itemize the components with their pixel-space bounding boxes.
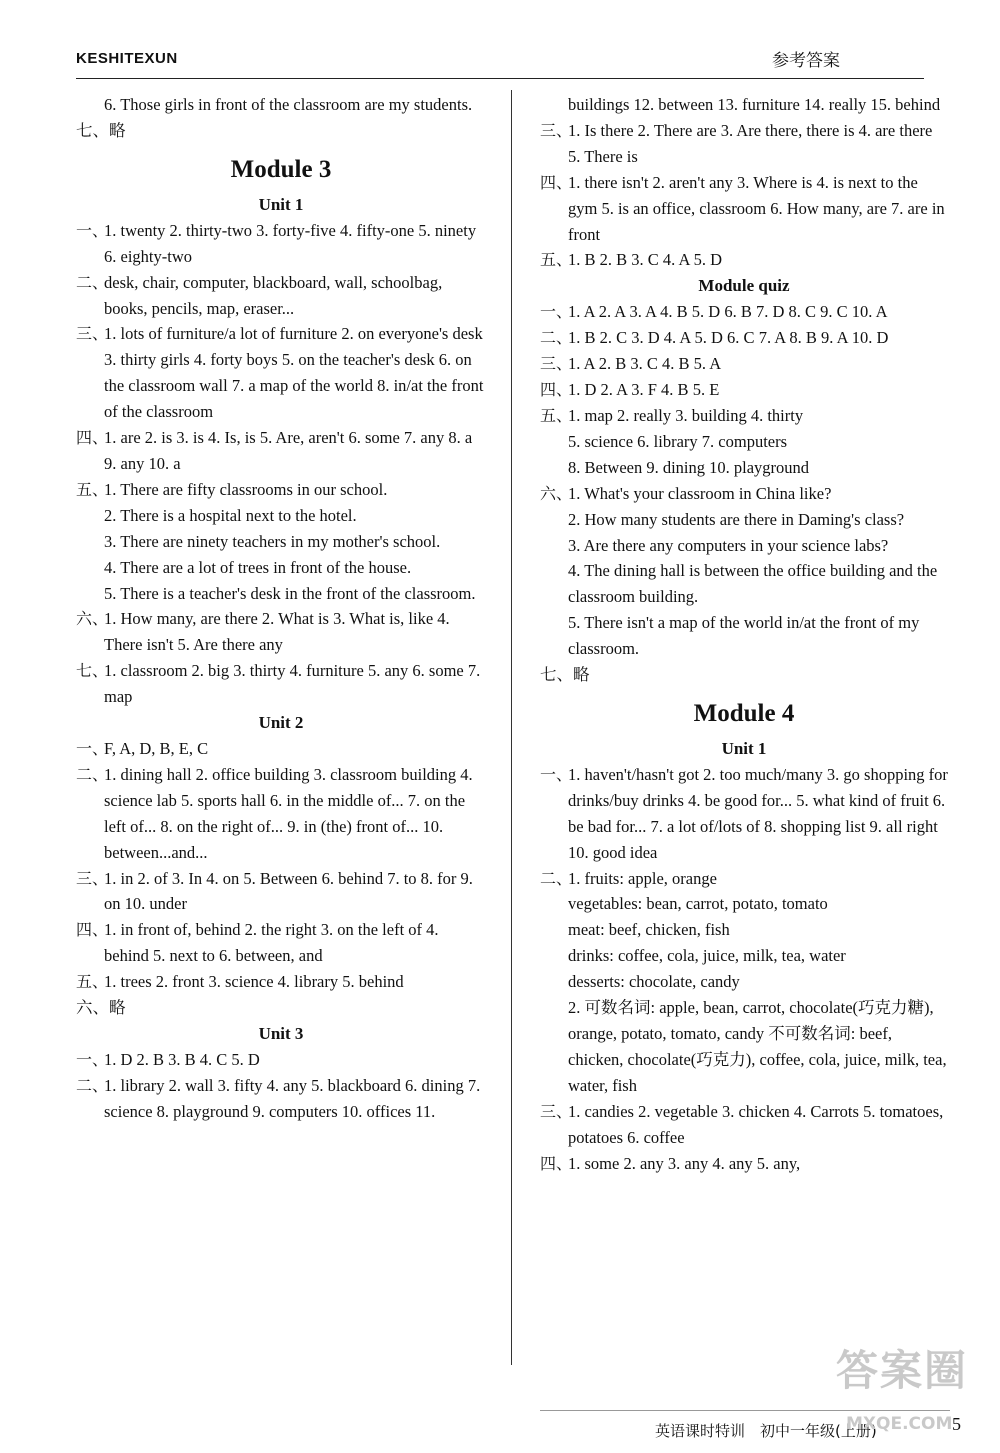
header-brand: KESHITEXUN [76,50,178,67]
section-answers: 1. There are fifty classrooms in our school. [104,479,388,499]
module-heading: Module 3 [230,155,332,183]
section-answers: 1. fruits: apple, orange [568,868,717,888]
column-divider [511,90,512,1365]
watermark-url: MXQE.COM [846,1414,953,1434]
answer-line: desserts: chocolate, candy [568,972,740,992]
section-answers: 1. map 2. really 3. building 4. thirty [568,405,804,425]
answer-section [76,270,486,322]
section-label: 五、 [76,972,109,992]
watermark-logo [836,1338,986,1446]
answer-section [540,118,948,170]
section-label: 六、 [540,483,573,503]
answer-section [76,658,486,710]
answer-section [540,403,948,429]
unit-heading: Unit 3 [258,1024,304,1043]
section-label: 四、 [540,1153,573,1173]
module-heading: Module 4 [693,699,795,727]
answer-line: 2. 可数名词: apple, bean, carrot, chocolate(巧克力糖), orange, potato, tomato, candy 不可数名词: beef, chicken, chocolate(巧克力), coffee, cola, juice, milk, tea, water, fish [568,998,947,1095]
section-answers: 1. some 2. any 3. any 4. any 5. any, [568,1153,801,1173]
answer-line: 2. There is a hospital next to the hotel. [104,505,357,525]
section-answers: 1. trees 2. front 3. science 4. library 5. behind [104,972,404,992]
answer-section [540,866,948,892]
answer-section [540,481,948,507]
section-answers: 1. candies 2. vegetable 3. chicken 4. Carrots 5. tomatoes, potatoes 6. coffee [568,1101,944,1147]
answer-section [540,1151,948,1177]
section-label: 二、 [76,764,109,784]
section-answers: 1. Is there 2. There are 3. Are there, there is 4. are there 5. There is [568,120,933,166]
section-label: 二、 [540,868,573,888]
answer-line: 4. There are a lot of trees in front of the house. [104,557,412,577]
section-label: 二、 [76,1075,109,1095]
section-label: 四、 [76,428,109,448]
answer-line: 8. Between 9. dining 10. playground [568,457,810,477]
answer-line: 6. Those girls in front of the classroom are my students. [104,95,473,114]
section-label: 七、 [76,661,109,681]
section-label: 五、 [540,250,573,270]
section-label: 三、 [540,120,573,140]
answer-section [76,762,486,866]
section-answers: 1. in 2. of 3. In 4. on 5. Between 6. behind 7. to 8. for 9. on 10. under [104,868,473,914]
section-answers: F, A, D, B, E, C [104,739,209,759]
unit-heading: Unit 2 [258,713,304,733]
section-answers: 1. How many, are there 2. What is 3. What is, like 4. There isn't 5. Are there any [104,609,450,655]
section-answers: 1. B 2. B 3. C 4. A 5. D [568,250,723,270]
section-answers: 1. library 2. wall 3. fifty 4. any 5. blackboard 6. dining 7. science 8. playground 9. computers 10. offices 11. [104,1075,481,1121]
answer-line: meat: beef, chicken, fish [568,920,730,940]
section-label: 一、 [76,1050,109,1069]
section-label: 三、 [76,324,109,344]
footer-book-title: 英语课时特训 初中一年级(上册) [655,1422,877,1440]
answer-line: 5. There isn't a map of the world in/at the front of my classroom. [568,613,920,659]
section-label: 四、 [540,172,573,192]
section-answers: 1. D 2. A 3. F 4. B 5. E [568,380,720,400]
answer-section [76,477,486,503]
section-note: 六、略 [76,998,126,1018]
section-answers: 1. haven't/hasn't got 2. too much/many 3. go shopping for drinks/buy drinks 4. be good for... 5. what kind of fruit 6. be bad for... 7. a lot of/lots of 8. shopping list 9. all right 10. good idea [568,764,948,862]
header-answer-key-title: 参考答案 [772,51,840,71]
answer-section [76,425,486,477]
section-answers: 1. twenty 2. thirty-two 3. forty-five 4. fifty-one 5. ninety 6. eighty-two [104,220,477,266]
answer-line: 4. The dining hall is between the office building and the classroom building. [568,561,938,607]
section-label: 一、 [76,220,109,240]
answer-section [76,1047,486,1073]
answer-line: 3. Are there any computers in your science labs? [568,535,889,555]
answer-section [76,917,486,969]
section-answers: desk, chair, computer, blackboard, wall, schoolbag, books, pencils, map, eraser... [104,272,443,318]
answer-section [76,606,486,658]
section-answers: 1. in front of, behind 2. the right 3. on the left of 4. behind 5. next to 6. between, and [104,920,439,966]
answer-section [76,1073,486,1125]
answer-section [540,1099,948,1151]
answer-section [540,377,948,403]
answer-line: 5. science 6. library 7. computers [568,431,788,451]
section-label: 二、 [540,328,573,348]
answer-section [76,321,486,425]
answer-section [76,866,486,918]
section-answers: 1. there isn't 2. aren't any 3. Where is 4. is next to the gym 5. is an office, classroom 6. How many, are 7. are in front [568,172,945,244]
section-label: 三、 [76,868,109,888]
section-label: 一、 [540,302,573,322]
answer-section [540,299,948,325]
unit-heading: Module quiz [698,276,790,296]
section-label: 五、 [540,405,573,425]
section-label: 四、 [76,920,109,940]
section-answers: 1. dining hall 2. office building 3. classroom building 4. science lab 5. sports hall 6. in the middle of... 7. on the left of... 8. on the right of... 9. in (the) front of... 10. between...and... [104,764,473,862]
section-label: 四、 [540,380,573,400]
section-label: 一、 [540,764,573,784]
watermark-text: 答案圈 [836,1346,969,1395]
section-answers: 1. A 2. A 3. A 4. B 5. D 6. B 7. D 8. C 9. C 10. A [568,302,888,322]
answer-section [76,218,486,270]
answer-section [540,325,948,351]
answer-line: buildings 12. between 13. furniture 14. really 15. behind [568,95,941,114]
answer-line: vegetables: bean, carrot, potato, tomato [568,894,828,914]
answer-line: 5. There is a teacher's desk in the front of the classroom. [104,583,476,603]
header-rule [76,78,924,79]
unit-heading: Unit 1 [721,738,767,758]
answer-section [540,170,948,248]
section-answers: 1. What's your classroom in China like? [568,483,832,503]
right-column [540,92,948,1176]
section-answers: 1. A 2. B 3. C 4. B 5. A [568,354,722,374]
section-answers: 1. B 2. C 3. D 4. A 5. D 6. C 7. A 8. B 9. A 10. D [568,328,889,348]
section-answers: 1. lots of furniture/a lot of furniture 2. on everyone's desk 3. thirty girls 4. forty boys 5. on the teacher's desk 6. on the classroom wall 7. a map of the world 8. in/at the front of the classroom [104,324,484,422]
section-label: 一、 [76,739,109,759]
unit-heading: Unit 1 [258,194,304,214]
section-label: 三、 [540,354,573,374]
section-label: 五、 [76,479,109,499]
answer-line: drinks: coffee, cola, juice, milk, tea, water [568,946,846,966]
section-note: 七、略 [76,120,126,140]
answer-line: 2. How many students are there in Daming's class? [568,509,905,529]
section-answers: 1. classroom 2. big 3. thirty 4. furniture 5. any 6. some 7. map [104,661,481,707]
section-answers: 1. D 2. B 3. B 4. C 5. D [104,1050,260,1069]
section-label: 二、 [76,272,109,292]
answer-section [76,736,486,762]
section-note: 七、略 [540,665,590,685]
page-number: 5 [952,1414,961,1434]
section-answers: 1. are 2. is 3. is 4. Is, is 5. Are, aren't 6. some 7. any 8. a 9. any 10. a [104,428,473,473]
answer-line: 3. There are ninety teachers in my mother's school. [104,531,441,551]
left-column [76,92,486,1125]
answer-section [540,247,948,273]
answer-section [76,969,486,995]
answer-section [540,351,948,377]
answer-section [540,762,948,866]
section-label: 六、 [76,609,109,629]
section-label: 三、 [540,1101,573,1121]
